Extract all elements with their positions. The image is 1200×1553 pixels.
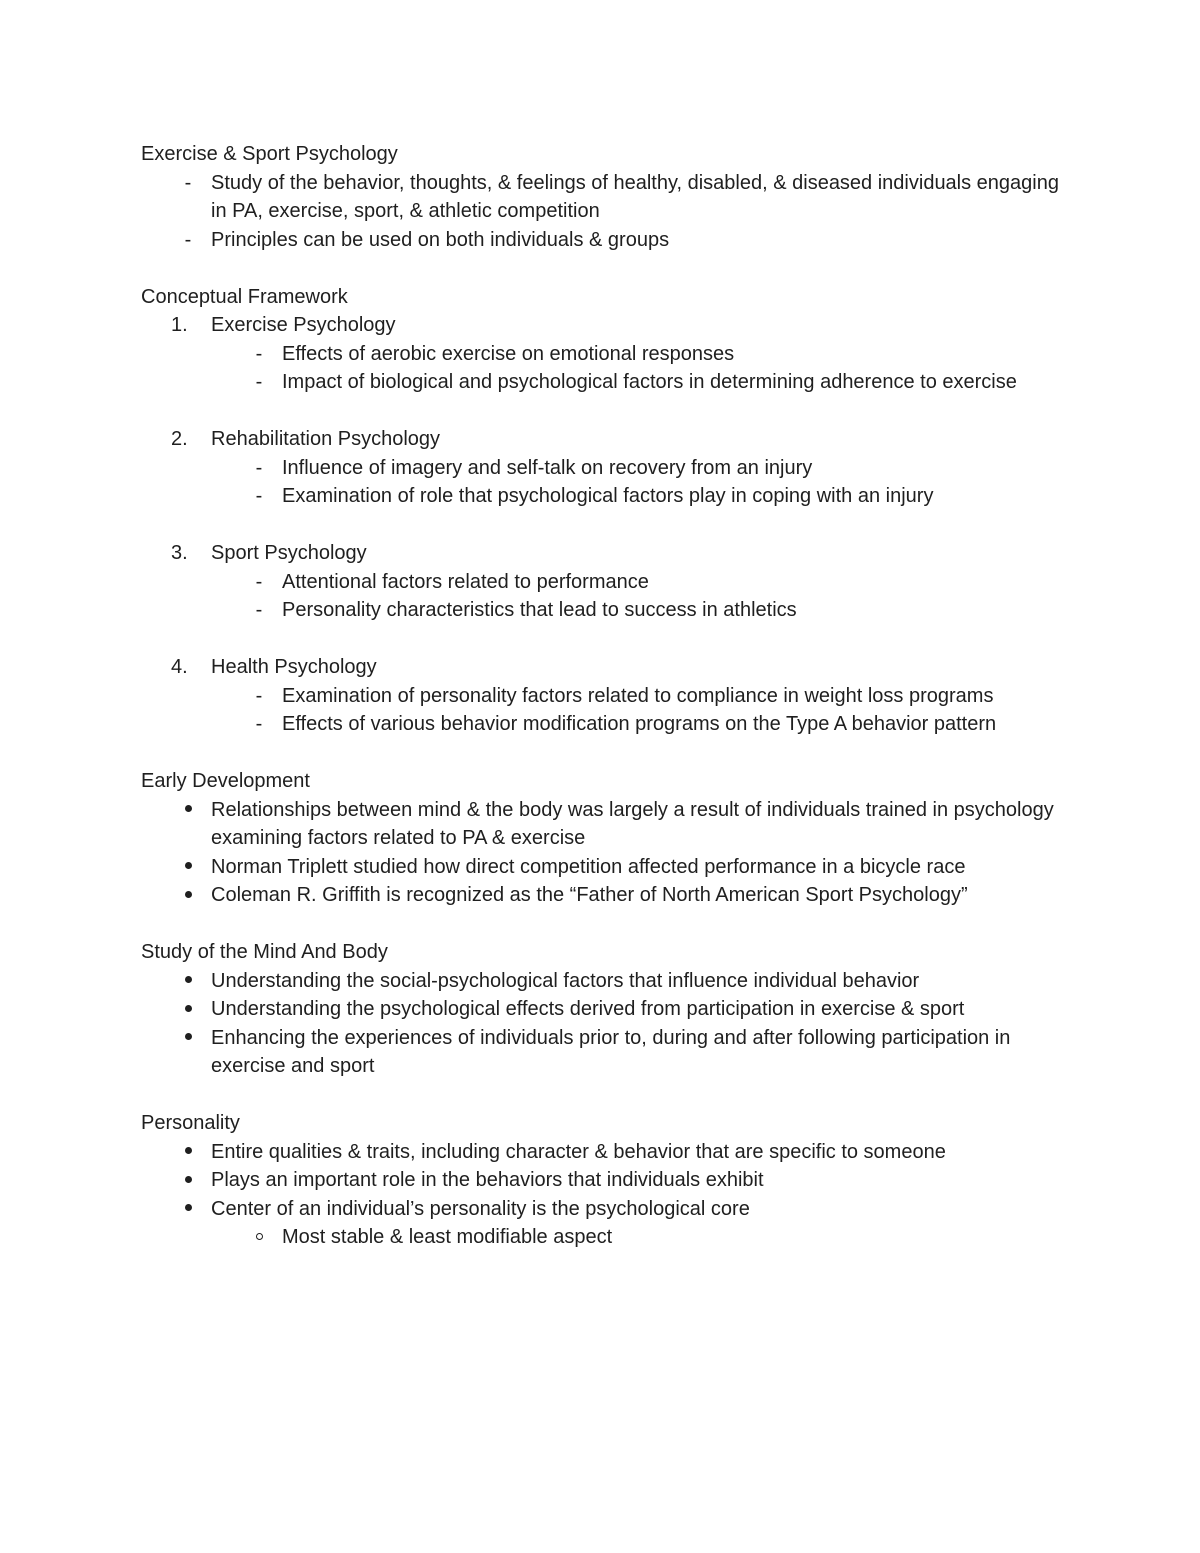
framework-group-health (141, 653, 1071, 739)
list-item-text: Principles can be used on both individuals & groups (211, 228, 670, 251)
list-item (141, 967, 1071, 996)
document-content (141, 140, 1071, 1252)
dash-marker: - (255, 456, 263, 479)
list-item-text: Norman Triplett studied how direct competition affected performance in a bicycle race (211, 855, 966, 878)
sub-list-item (141, 454, 1071, 483)
section-early-development (141, 767, 1071, 910)
numbered-item-title: Sport Psychology (211, 542, 367, 564)
dash-marker: - (255, 485, 263, 507)
list-item-text: Personality characteristics that lead to success in athletics (282, 599, 797, 621)
bullet-dot-icon (173, 995, 203, 1024)
list-item (141, 1166, 1071, 1195)
numbered-item (141, 653, 1071, 682)
list-item-text: Influence of imagery and self-talk on recovery from an injury (282, 456, 813, 479)
dash-marker: - (255, 713, 263, 735)
section-heading: Early Development (141, 770, 310, 792)
list-item-text: Plays an important role in the behaviors that individuals exhibit (211, 1169, 764, 1191)
list-item (141, 1024, 1071, 1081)
section-personality (141, 1109, 1071, 1252)
dash-marker: - (184, 171, 192, 194)
bullet-dot-icon (173, 967, 203, 996)
dash-marker: - (255, 684, 263, 707)
list-item-text: Enhancing the experiences of individuals prior to, during and after following participation in exercise and sport (211, 1026, 1011, 1077)
dash-marker: - (255, 371, 263, 393)
list-item-text: Understanding the psychological effects derived from participation in exercise & sport (211, 998, 965, 1020)
list-item-text: Most stable & least modifiable aspect (282, 1226, 613, 1248)
bullet-dot-icon (173, 1166, 203, 1195)
numbered-item (141, 425, 1071, 454)
list-item-text: Entire qualities & traits, including character & behavior that are specific to someone (211, 1140, 946, 1163)
list-item-text: Impact of biological and psychological factors in determining adherence to exercise (282, 371, 1017, 393)
number-marker: 1. (171, 314, 188, 336)
list-item-text: Effects of various behavior modification programs on the Type A behavior pattern (282, 713, 997, 735)
section-heading: Exercise & Sport Psychology (141, 143, 398, 165)
bullet-dot-icon (173, 853, 203, 882)
number-marker: 3. (171, 542, 188, 564)
list-item (141, 995, 1071, 1024)
list-item-text: Examination of personality factors related to compliance in weight loss programs (282, 684, 994, 707)
framework-group-sport (141, 539, 1071, 625)
number-marker: 2. (171, 428, 188, 450)
section-heading: Study of the Mind And Body (141, 941, 388, 963)
list-item-text: Effects of aerobic exercise on emotional responses (282, 342, 735, 365)
sub-list-item (141, 710, 1071, 739)
list-item (141, 169, 1071, 226)
list-item-text: Coleman R. Griffith is recognized as the “Father of North American Sport Psychology” (211, 884, 968, 906)
bullet-dot-icon (173, 1138, 203, 1167)
dash-marker: - (255, 599, 263, 621)
sub-list-item (141, 482, 1071, 511)
list-item-text: Attentional factors related to performance (282, 570, 649, 593)
list-item-text: Examination of role that psychological factors play in coping with an injury (282, 485, 934, 507)
section-exercise-sport-psychology (141, 140, 1071, 254)
bullet-dot-icon (173, 1195, 203, 1224)
numbered-item (141, 311, 1071, 340)
section-heading: Conceptual Framework (141, 285, 348, 308)
list-item (141, 853, 1071, 882)
numbered-item (141, 539, 1071, 568)
bullet-dot-icon (173, 1024, 203, 1053)
sub-list-item (141, 682, 1071, 711)
numbered-item-title: Rehabilitation Psychology (211, 428, 441, 450)
list-item (141, 1195, 1071, 1224)
list-item-text: Center of an individual’s personality is the psychological core (211, 1197, 750, 1220)
sub-list-item (141, 368, 1071, 397)
number-marker: 4. (171, 656, 188, 678)
section-conceptual-framework (141, 283, 1071, 739)
section-mind-and-body (141, 938, 1071, 1081)
list-item-text: Relationships between mind & the body was largely a result of individuals trained in psychology examining factors related to PA & exercise (211, 798, 1054, 849)
framework-group-exercise (141, 311, 1071, 397)
sub-list-item (141, 1223, 1071, 1252)
sub-list-item (141, 340, 1071, 369)
bullet-circle-icon (244, 1223, 274, 1252)
list-item-text: Understanding the social-psychological factors that influence individual behavior (211, 969, 920, 992)
list-item-text: Study of the behavior, thoughts, & feelings of healthy, disabled, & diseased individuals engaging in PA, exercise, sport, & athletic competition (211, 171, 1059, 222)
dash-marker: - (255, 342, 263, 365)
dash-marker: - (255, 570, 263, 593)
numbered-item-title: Exercise Psychology (211, 314, 396, 336)
sub-list-item (141, 596, 1071, 625)
bullet-dot-icon (173, 796, 203, 825)
numbered-item-title: Health Psychology (211, 656, 377, 678)
section-heading: Personality (141, 1112, 240, 1134)
list-item (141, 1138, 1071, 1167)
framework-group-rehabilitation (141, 425, 1071, 511)
bullet-dot-icon (173, 881, 203, 910)
list-item (141, 796, 1071, 853)
dash-marker: - (184, 228, 192, 251)
list-item (141, 226, 1071, 255)
list-item (141, 881, 1071, 910)
sub-list-item (141, 568, 1071, 597)
